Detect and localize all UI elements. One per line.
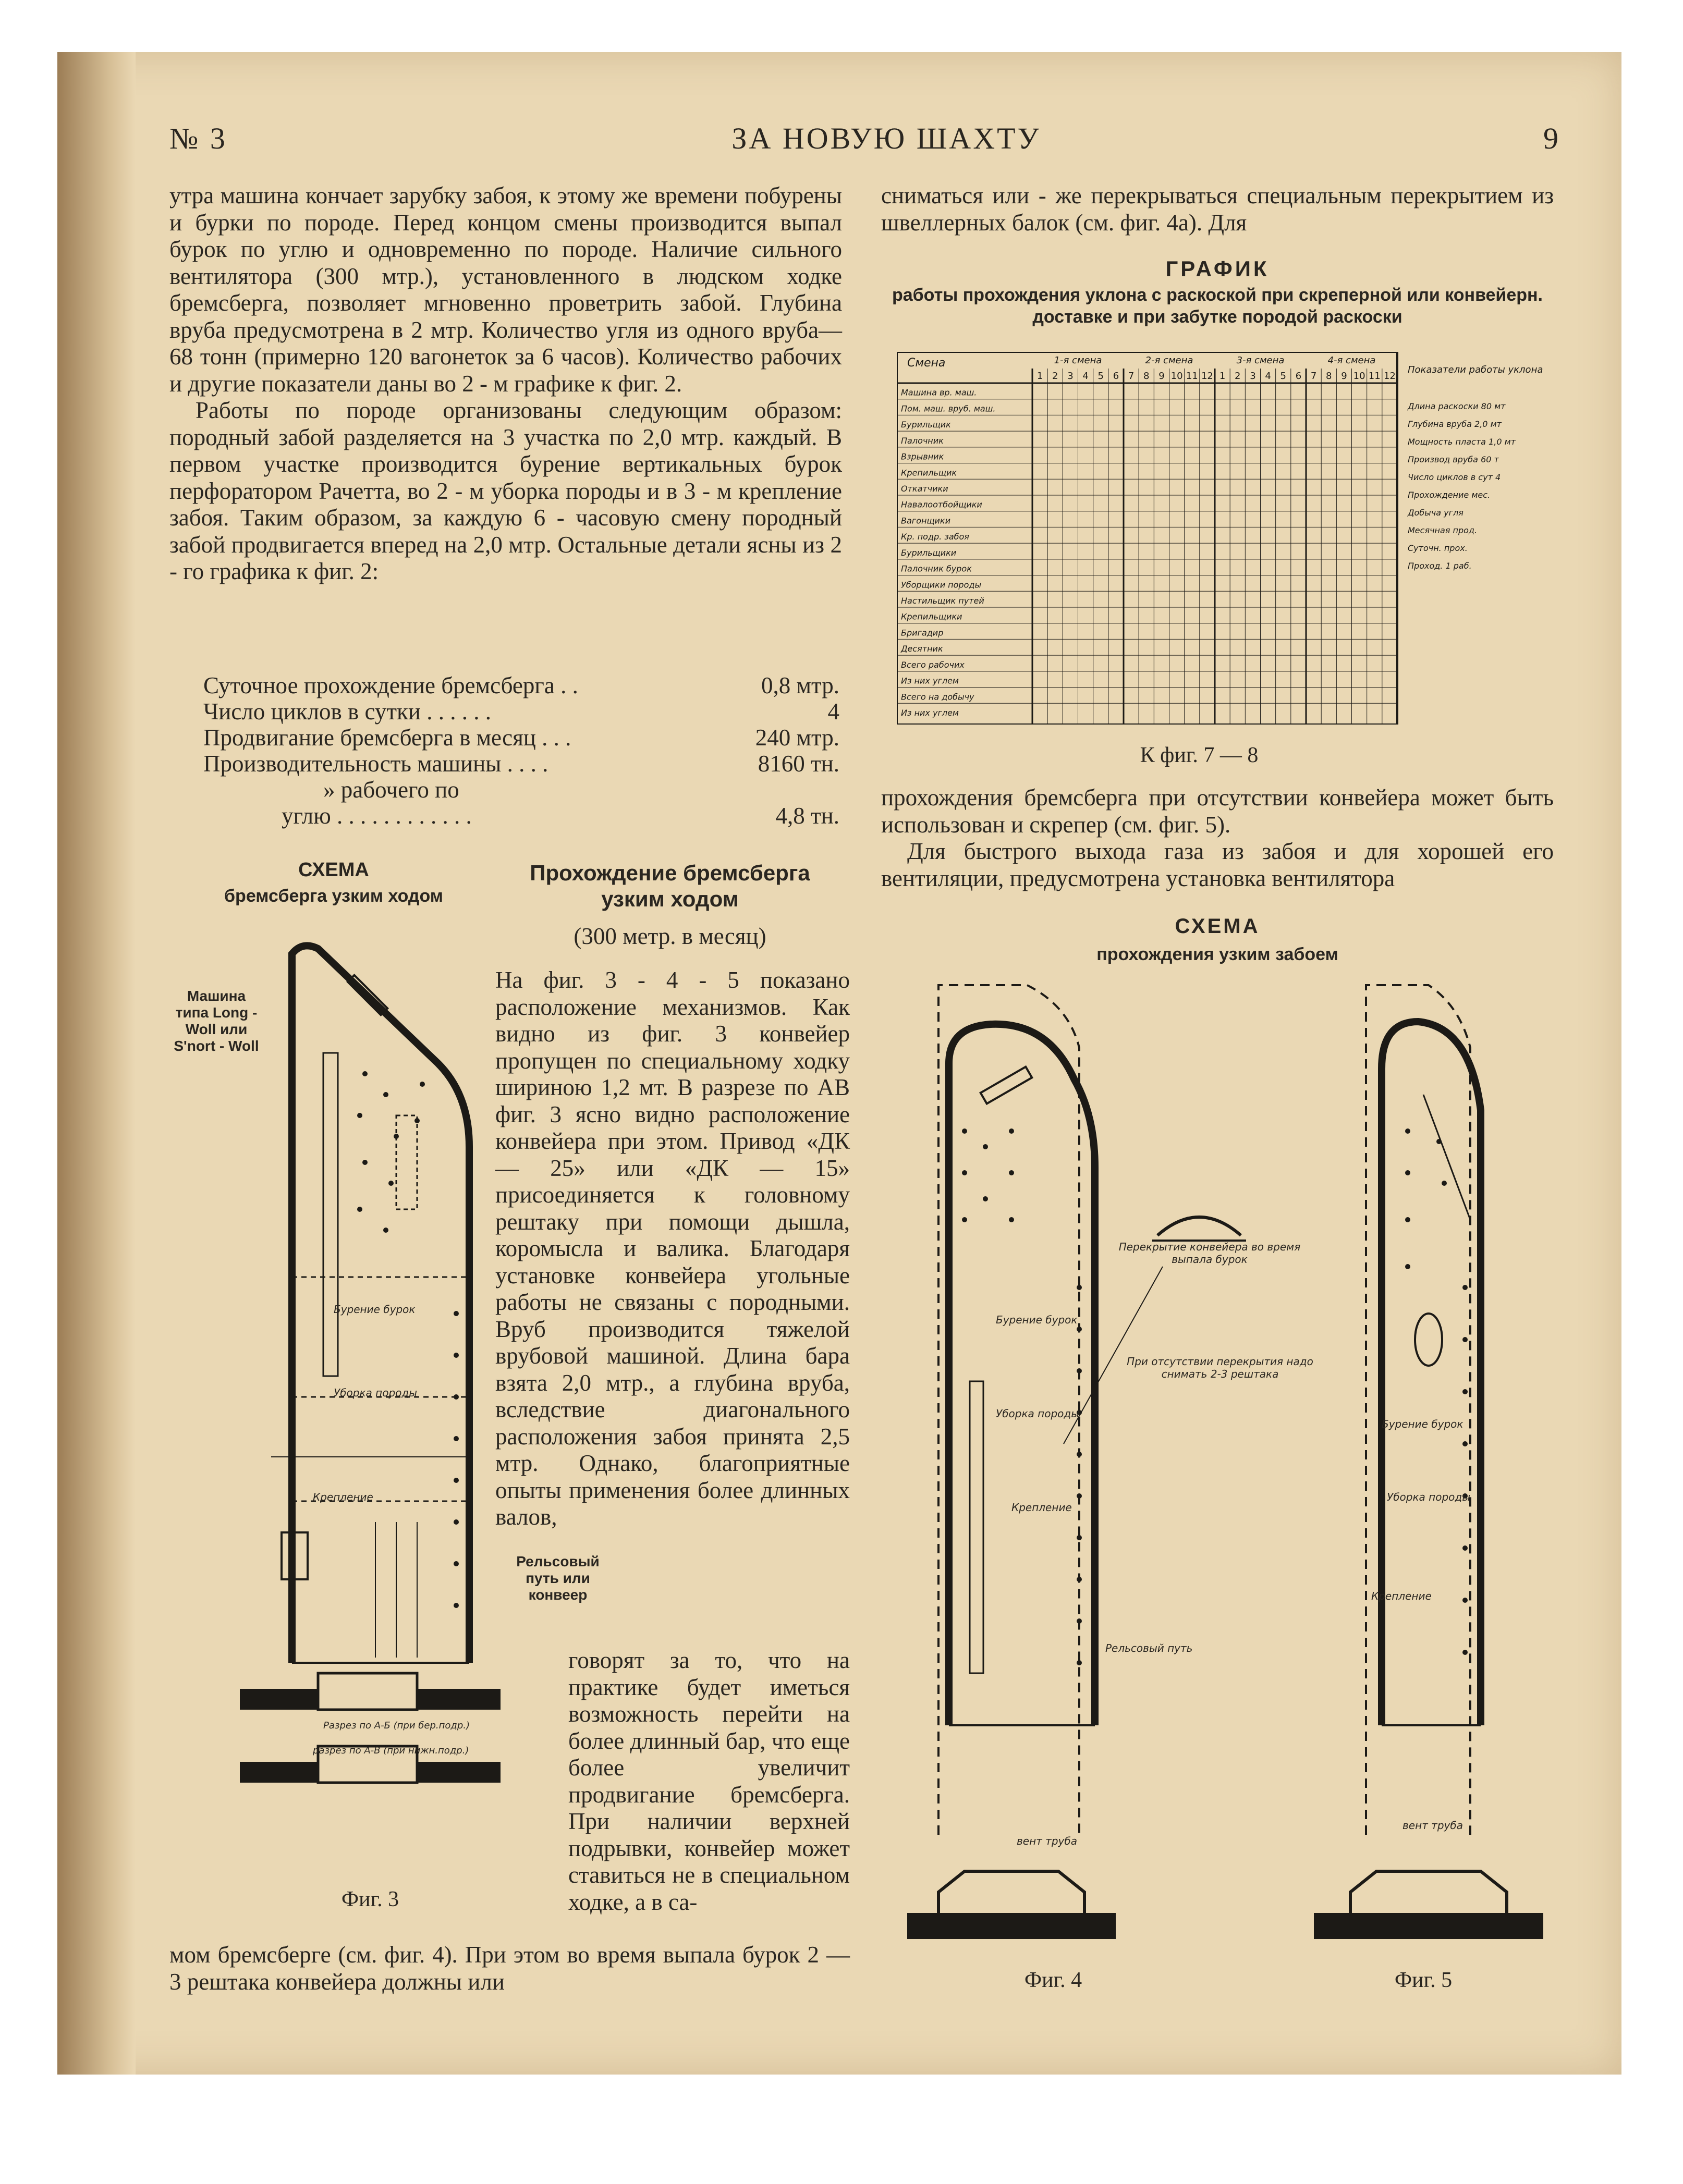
stats-value: 0,8 мтр. [761, 672, 839, 698]
hour-label: 10 [1170, 371, 1183, 382]
hour-label: 7 [1310, 371, 1317, 382]
hour-label: 5 [1097, 371, 1104, 382]
row-label: Всего на добычу [901, 692, 974, 702]
fig4-caption: Фиг. 4 [1024, 1968, 1082, 1992]
article-bottom: мом бремсберге (см. фиг. 4). При этом во время выпала бурок 2 — 3 рештака конвейера должны или [169, 1942, 850, 1995]
note-line: Добыча угля [1408, 508, 1464, 518]
note-line: Число циклов в сут 4 [1408, 472, 1501, 482]
zone-label: Крепление [1011, 1501, 1072, 1514]
stats-label: Продвигание бремсберга в месяц . . . [203, 725, 571, 751]
chart-header-label: Смена [907, 357, 946, 370]
vent-label: вент труба [1017, 1835, 1077, 1847]
cover-note: Перекрытие конвейера во время выпала бурок [1118, 1241, 1301, 1266]
row-label: Крепильщики [901, 611, 962, 622]
note-line: Прохождение мес. [1408, 490, 1491, 500]
hour-label: 2 [1052, 371, 1058, 382]
row-label: Машина вр. маш. [901, 387, 977, 398]
zone-label: Уборка породы [334, 1387, 418, 1399]
page-gutter-shadow [57, 52, 136, 2075]
notes-title: Показатели работы уклона [1408, 364, 1543, 375]
note-line: Проход. 1 раб. [1408, 561, 1472, 571]
cover-note-2: При отсутствии перекрытия надо снимать 2-3 рештака [1127, 1355, 1313, 1380]
row-label: Палочник [901, 435, 944, 446]
stats-row [203, 777, 839, 803]
chart-caption: К фиг. 7 — 8 [1140, 743, 1259, 767]
section-label: разрез по А-В (при нижн.подр.) [313, 1745, 469, 1756]
fig4-shaft [907, 985, 1116, 1939]
note-line: Длина раскоски 80 мт [1408, 401, 1506, 411]
note-line: Глубина вруба 2,0 мт [1408, 419, 1502, 429]
stats-value: 4,8 тн. [775, 803, 839, 829]
row-label: Палочник бурок [901, 563, 972, 574]
column-1-text [169, 182, 842, 585]
shift-label: 1-я смена [1054, 355, 1102, 366]
hour-label: 6 [1113, 371, 1119, 382]
paragraph: Для быстрого выхода газа из забоя и для хорошей его вентиляции, предусмотрена установка вентилятора [881, 838, 1554, 891]
row-label: Бурильщик [901, 420, 951, 430]
journal-title: ЗА НОВУЮ ШАХТУ [731, 121, 1041, 155]
stats-value: 8160 тн. [758, 751, 839, 777]
hour-label: 9 [1341, 371, 1347, 382]
schedule-chart [897, 352, 1559, 725]
chart-title: ГРАФИК [1165, 256, 1270, 281]
hour-label: 6 [1295, 371, 1302, 382]
fig5-caption: Фиг. 5 [1394, 1968, 1453, 1992]
stats-row [203, 672, 839, 698]
shift-label: 4-я смена [1327, 355, 1376, 366]
zone-label: Уборка породы [996, 1407, 1080, 1420]
hour-label: 10 [1353, 371, 1365, 382]
row-label: Десятник [901, 644, 943, 654]
row-label: Из них углем [901, 708, 959, 718]
schema1-title: СХЕМА [298, 859, 369, 881]
machine-label: Машина типа Long - Woll или S'nort - Woll [174, 988, 259, 1054]
paragraph: утра машина кончает зарубку забоя, к этому же времени побурены и бурки по породе. Перед концом смены производится выпал бурок по углю и одновременно по породе. Наличие сильного вентилятора (300 мтр.), установленного в людском ходке бремсберга, позволяет мгновенно проветрить забой. Глубина вруба предусмотрена в 2 мтр. Количество угля из одного вруба—68 тонн (примерно 120 вагонеток за 6 часов). Количество рабочих и другие показатели даны во 2 - м графике к фиг. 2. [169, 182, 842, 397]
page-number: 9 [1543, 121, 1560, 155]
stats-row [203, 803, 839, 829]
rail-label: Рельсовый путь или конвеер [516, 1553, 600, 1603]
stats-row [203, 698, 839, 725]
hour-label: 4 [1265, 371, 1271, 382]
row-label: Пом. маш. вруб. маш. [901, 403, 996, 414]
hour-label: 7 [1128, 371, 1135, 382]
hour-label: 11 [1186, 371, 1198, 382]
zone-label: Бурение бурок [334, 1303, 416, 1316]
row-label: Уборщики породы [901, 580, 982, 590]
paragraph: прохождения бремсберга при отсутствии конвейера может быть использован и скрепер (см. фиг. 5). [881, 784, 1554, 838]
vent-label: вент труба [1402, 1819, 1463, 1832]
issue-number: № 3 [169, 121, 227, 155]
stats-row [203, 751, 839, 777]
note-line: Суточн. прох. [1408, 543, 1468, 553]
rail-label-2: Рельсовый путь [1105, 1642, 1193, 1654]
column-3-top: сниматься или - же перекрываться специальным перекрытием из швеллерных балок (см. фиг. 4а). Для [881, 182, 1554, 236]
hour-label: 4 [1082, 371, 1089, 382]
hour-label: 8 [1143, 371, 1150, 382]
note-line: Производ вруба 60 т [1408, 455, 1499, 464]
hour-label: 12 [1201, 371, 1213, 382]
fig3-drill-holes [357, 1071, 459, 1608]
hour-label: 1 [1036, 371, 1043, 382]
stats-value [723, 777, 839, 803]
row-label: Взрывник [901, 451, 944, 462]
row-label: Откатчики [901, 484, 948, 494]
zone-label: Крепление [313, 1491, 373, 1503]
article-title: Прохождение бремсберга узким ходом [530, 861, 810, 911]
shift-label: 3-я смена [1236, 355, 1285, 366]
fig3-caption: Фиг. 3 [341, 1887, 399, 1911]
row-label: Кр. подр. забоя [901, 532, 969, 542]
stats-value: 4 [827, 698, 839, 725]
schema1-subtitle: бремсберга узким ходом [224, 886, 443, 906]
hour-label: 5 [1280, 371, 1286, 382]
note-line: Мощность пласта 1,0 мт [1408, 437, 1516, 447]
article-subtitle: (300 метр. в месяц) [574, 923, 766, 949]
zone-label: Бурение бурок [1382, 1418, 1464, 1430]
stats-label: углю . . . . . . . . . . . . [282, 803, 472, 829]
stats-label: » рабочего по [323, 777, 459, 803]
row-label: Вагонщики [901, 516, 950, 526]
stats-label: Суточное прохождение бремсберга . . [203, 672, 578, 698]
column-3-text [881, 784, 1554, 892]
row-label: Бурильщики [901, 547, 957, 558]
hour-label: 8 [1326, 371, 1332, 382]
stats-label: Производительность машины . . . . [203, 751, 548, 777]
chart-subtitle: работы прохождения уклона с раскоской при скреперной или конвейерн. доставке и при забутке породой раскоски [892, 285, 1543, 327]
stats-row [203, 725, 839, 751]
hour-label: 3 [1250, 371, 1256, 382]
hour-label: 1 [1219, 371, 1226, 382]
hour-label: 12 [1383, 371, 1396, 382]
stats-label: Число циклов в сутки . . . . . . [203, 698, 491, 725]
article-body-narrow: говорят за то, что на практике будет иметься возможность перейти на более длинный бар, что еще более увеличит продвигание бремсберга. При наличии верхней подрывки, конвейер может ставиться не в специальном ходке, а в са- [568, 1647, 850, 1915]
zone-label: Уборка породы [1387, 1491, 1471, 1503]
note-line: Месячная прод. [1408, 525, 1478, 535]
fig4-fig5-diagram [907, 975, 1564, 1976]
paragraph: Работы по породе организованы следующим образом: породный забой разделяется на 3 участка по 2,0 мтр. каждый. В первом участке производится бурение вертикальных бурок перфоратором Рачетта, во 2 - м уборка породы и в 3 - м крепление забоя. Таким образом, за каждую 6 - часовую смену породный забой продвигается вперед на 2,0 мтр. Остальные детали ясны из 2 - го графика к фиг. 2: [169, 397, 842, 584]
row-label: Из них углем [901, 676, 959, 686]
hour-label: 9 [1158, 371, 1165, 382]
row-label: Настильщик путей [901, 596, 984, 606]
hour-label: 2 [1235, 371, 1241, 382]
shift-label: 2-я смена [1145, 355, 1193, 366]
hour-label: 11 [1368, 371, 1381, 382]
zone-label: Крепление [1371, 1590, 1432, 1602]
stats-table [203, 672, 839, 829]
row-label: Крепильщик [901, 468, 957, 478]
row-label: Всего рабочих [901, 659, 965, 670]
stats-value: 240 мтр. [755, 725, 839, 751]
schema2-subtitle: прохождения узким забоем [1096, 944, 1338, 964]
article-body: На фиг. 3 - 4 - 5 показано расположение механизмов. Как видно из фиг. 3 конвейер пропущен по специальному ходку шириною 1,2 мт. В разрезе по АВ фиг. 3 ясно видно расположение конвейера при этом. Привод «ДК — 25» или «ДК — 15» присоединяется к головному рештаку при помощи дышла, коромысла и валика. Благодаря установке конвейера угольные работы не связаны с породными. Вруб производится тяжелой врубовой машиной. Длина бара взята 2,0 мтр., а глубина вруба, вследствие диагонального расположения забоя принята 2,5 мтр. Однако, благоприятные опыты применения более длинных валов, [495, 967, 850, 1530]
fig5-shaft [1314, 985, 1543, 1939]
row-label: Навалоотбойщики [901, 499, 982, 510]
section-label: Разрез по А-Б (при бер.подр.) [323, 1720, 470, 1731]
zone-label: Бурение бурок [996, 1314, 1078, 1326]
schema2-title: СХЕМА [1175, 915, 1260, 938]
row-label: Бригадир [901, 628, 944, 638]
hour-label: 3 [1067, 371, 1074, 382]
